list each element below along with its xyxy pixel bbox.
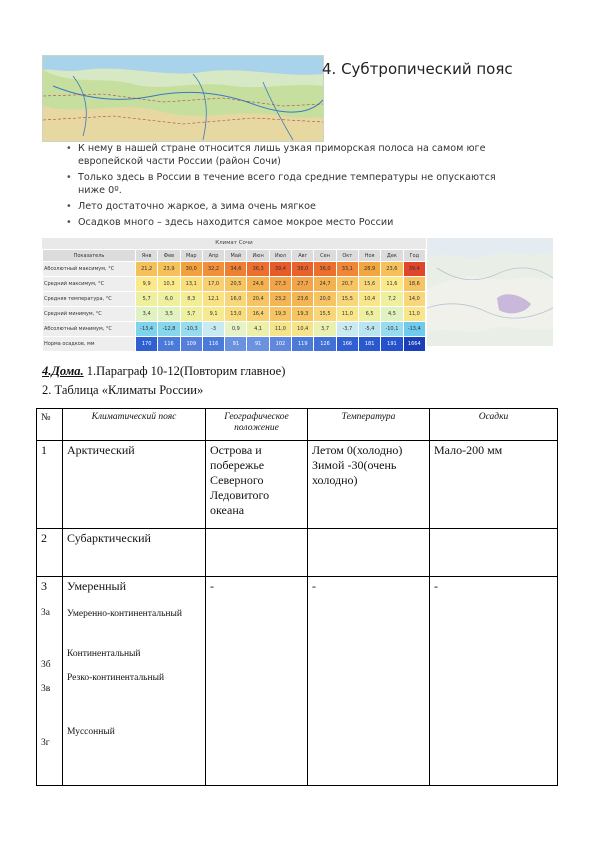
- climate-cell: 27,7: [292, 277, 314, 292]
- bullet-item: [66, 200, 506, 213]
- climate-cell: 4,5: [381, 307, 403, 322]
- climate-cell: 0,9: [225, 322, 247, 337]
- subrow-number: 3г: [41, 738, 50, 748]
- header-climate-belt: Климатический пояс: [63, 409, 206, 441]
- climate-cell: 23,2: [269, 292, 291, 307]
- homework-line-1: [42, 364, 285, 379]
- header-precipitation: Осадки: [430, 409, 558, 441]
- row-geographic-position: -: [206, 577, 308, 786]
- slide-bullet-list: [66, 142, 506, 232]
- climate-cell: 11,0: [269, 322, 291, 337]
- row-climate-belt: Субарктический: [63, 529, 206, 577]
- table-row: [37, 577, 558, 786]
- climate-cell: 3,5: [158, 307, 180, 322]
- row-temperature: Летом 0(холодно) Зимой -30(очень холодно): [308, 441, 430, 529]
- subrow-climate-belt: Муссонный: [67, 727, 115, 737]
- climate-header-row: [43, 250, 426, 262]
- row-precipitation: -: [430, 577, 558, 786]
- bullet-text: К нему в нашей стране относится лишь узкая приморская полоса на самом юге европейской части России (район Сочи): [78, 143, 486, 167]
- climate-header-month: Фев: [158, 250, 180, 262]
- climate-cell: 126: [314, 337, 336, 352]
- bullet-glyph: •: [66, 143, 72, 154]
- climate-header-month: Дек: [381, 250, 403, 262]
- climate-cell: 4,1: [247, 322, 269, 337]
- climate-cell: 9,9: [136, 277, 158, 292]
- climate-cell: -3: [202, 322, 224, 337]
- climate-cell: 15,6: [358, 277, 380, 292]
- climate-body: [43, 262, 426, 352]
- climate-cell: -3,7: [336, 322, 358, 337]
- subrow-climate-belt: Умеренно-континентальный: [67, 609, 182, 619]
- row-precipitation: [430, 529, 558, 577]
- bullet-item: [66, 142, 506, 168]
- climate-cell: 11,6: [381, 277, 403, 292]
- subrow-number: 3в: [41, 684, 51, 694]
- climate-cell: 39,4: [403, 262, 425, 277]
- climate-cell: 36,0: [314, 262, 336, 277]
- climate-cell: 10,3: [158, 277, 180, 292]
- climate-cell: 14,0: [403, 292, 425, 307]
- climate-cell: 24,7: [314, 277, 336, 292]
- climate-row: [43, 307, 426, 322]
- bullet-text: Только здесь в России в течение всего года средние температуры не опускаются ниже 0º.: [78, 172, 496, 196]
- climate-cell: 23,6: [292, 292, 314, 307]
- climate-header-month: Авг: [292, 250, 314, 262]
- row-number: 3: [41, 579, 47, 593]
- climate-cell: 191: [381, 337, 403, 352]
- climate-cell: -12,8: [158, 322, 180, 337]
- slide-title: 4. Субтропический пояс: [322, 60, 513, 78]
- climate-cell: 38,0: [292, 262, 314, 277]
- climate-cell: 5,7: [136, 292, 158, 307]
- row-number: 2: [37, 529, 63, 577]
- climate-cell: -5,4: [358, 322, 380, 337]
- climate-header-month: Апр: [202, 250, 224, 262]
- climate-row: [43, 322, 426, 337]
- climate-cell: 12,1: [202, 292, 224, 307]
- climate-header-month: Мар: [180, 250, 202, 262]
- climate-cell: -10,1: [381, 322, 403, 337]
- climate-row: [43, 277, 426, 292]
- row-geographic-position: [206, 529, 308, 577]
- bullet-item: [66, 216, 506, 229]
- table-row: [37, 529, 558, 577]
- climate-cell: 15,5: [314, 307, 336, 322]
- climate-header-month: Год: [403, 250, 425, 262]
- climate-header-month: Июн: [247, 250, 269, 262]
- row-temperature: [308, 529, 430, 577]
- climate-cell: 3,7: [314, 322, 336, 337]
- climate-cell: 5,7: [180, 307, 202, 322]
- climate-cell: 109: [180, 337, 202, 352]
- row-temperature: -: [308, 577, 430, 786]
- climate-cell: 10,4: [358, 292, 380, 307]
- climate-cell: 7,2: [381, 292, 403, 307]
- climate-cell: 11,0: [336, 307, 358, 322]
- climate-cell: 19,3: [269, 307, 291, 322]
- climate-cell: 116: [158, 337, 180, 352]
- subrow-climate-belt: Континентальный: [67, 649, 141, 659]
- climate-header-month: Май: [225, 250, 247, 262]
- climate-row-label: Средняя температура, °C: [43, 292, 136, 307]
- climate-cell: 119: [292, 337, 314, 352]
- climate-cell: 15,5: [336, 292, 358, 307]
- climate-cell: 1664: [403, 337, 425, 352]
- climate-row-label: Абсолютный минимум, °C: [43, 322, 136, 337]
- row-climate-belt: Умеренный: [67, 579, 127, 593]
- climate-row: [43, 292, 426, 307]
- row-number-cell: [37, 577, 63, 786]
- climate-cell: 9,1: [202, 307, 224, 322]
- climate-cell: 20,0: [314, 292, 336, 307]
- climate-cell: -13,4: [136, 322, 158, 337]
- climate-cell: 20,5: [225, 277, 247, 292]
- climate-header-indicator: Показатель: [43, 250, 136, 262]
- bullet-text: Осадков много – здесь находится самое мокрое место России: [78, 217, 394, 228]
- climate-cell: 24,6: [247, 277, 269, 292]
- climate-cell: -10,3: [180, 322, 202, 337]
- climate-cell: 16,4: [247, 307, 269, 322]
- climate-cell: 36,3: [247, 262, 269, 277]
- region-map-image: [427, 238, 553, 346]
- row-climate-belt-cell: [63, 577, 206, 786]
- table-row: [37, 441, 558, 529]
- climate-cell: 28,9: [358, 262, 380, 277]
- climate-header-month: Ноя: [358, 250, 380, 262]
- climate-row-label: Абсолютный максимум, °C: [43, 262, 136, 277]
- bullet-glyph: •: [66, 172, 72, 183]
- climate-cell: 30,0: [180, 262, 202, 277]
- bullet-glyph: •: [66, 201, 72, 212]
- homework-line-2: 2. Таблица «Климаты России»: [42, 383, 204, 397]
- header-geographic-position: Географическое положение: [206, 409, 308, 441]
- row-number: 1: [37, 441, 63, 529]
- climate-row-label: Средний минимум, °C: [43, 307, 136, 322]
- climate-cell: 116: [202, 337, 224, 352]
- climate-header-month: Янв: [136, 250, 158, 262]
- row-climate-belt: Арктический: [63, 441, 206, 529]
- climate-cell: 8,3: [180, 292, 202, 307]
- header-number: №: [37, 409, 63, 441]
- climate-cell: 21,2: [136, 262, 158, 277]
- climate-header-month: Окт: [336, 250, 358, 262]
- climate-cell: 170: [136, 337, 158, 352]
- subrow-number: 3а: [41, 608, 50, 618]
- climate-row: [43, 262, 426, 277]
- climate-cell: 23,9: [158, 262, 180, 277]
- climate-cell: 13,0: [225, 307, 247, 322]
- climate-cell: 20,4: [247, 292, 269, 307]
- bullet-item: [66, 171, 506, 197]
- climate-cell: 39,4: [269, 262, 291, 277]
- homework-label: 4.Дома.: [42, 364, 84, 378]
- bullet-text: Лето достаточно жаркое, а зима очень мягкое: [78, 201, 316, 212]
- climate-cell: 181: [358, 337, 380, 352]
- climate-cell: 102: [269, 337, 291, 352]
- climate-cell: 17,0: [202, 277, 224, 292]
- climate-cell: 91: [225, 337, 247, 352]
- climate-table-title: Климат Сочи: [42, 238, 426, 249]
- homework-text: 1.Параграф 10-12(Повторим главное): [83, 364, 286, 378]
- climates-of-russia-table: [36, 408, 558, 786]
- climate-row-label: Средний максимум, °C: [43, 277, 136, 292]
- table-header-row: [37, 409, 558, 441]
- climate-cell: 91: [247, 337, 269, 352]
- climate-cell: 16,0: [225, 292, 247, 307]
- climate-cell: 34,6: [225, 262, 247, 277]
- climate-cell: 32,2: [202, 262, 224, 277]
- climate-cell: -13,4: [403, 322, 425, 337]
- russia-map-image: [42, 55, 324, 142]
- climate-cell: 23,6: [381, 262, 403, 277]
- climate-row-label: Норма осадков, мм: [43, 337, 136, 352]
- row-precipitation: Мало-200 мм: [430, 441, 558, 529]
- climate-cell: 166: [336, 337, 358, 352]
- climate-cell: 11,0: [403, 307, 425, 322]
- sochi-climate-table: [42, 238, 426, 346]
- climate-cell: 6,0: [158, 292, 180, 307]
- bullet-glyph: •: [66, 217, 72, 228]
- climate-row: [43, 337, 426, 352]
- climate-cell: 3,4: [136, 307, 158, 322]
- row-geographic-position: Острова и побережье Северного Ледовитого океана: [206, 441, 308, 529]
- climate-cell: 13,1: [180, 277, 202, 292]
- climate-grid: [42, 249, 426, 352]
- climate-cell: 27,3: [269, 277, 291, 292]
- climate-cell: 10,4: [292, 322, 314, 337]
- subrow-climate-belt: Резко-континентальный: [67, 673, 165, 683]
- climate-header-month: Сен: [314, 250, 336, 262]
- climate-cell: 20,7: [336, 277, 358, 292]
- climate-header-month: Июл: [269, 250, 291, 262]
- climate-cell: 18,6: [403, 277, 425, 292]
- climate-cell: 19,3: [292, 307, 314, 322]
- header-temperature: Температура: [308, 409, 430, 441]
- subrow-number: 3б: [41, 660, 51, 670]
- climate-cell: 6,5: [358, 307, 380, 322]
- climate-cell: 33,1: [336, 262, 358, 277]
